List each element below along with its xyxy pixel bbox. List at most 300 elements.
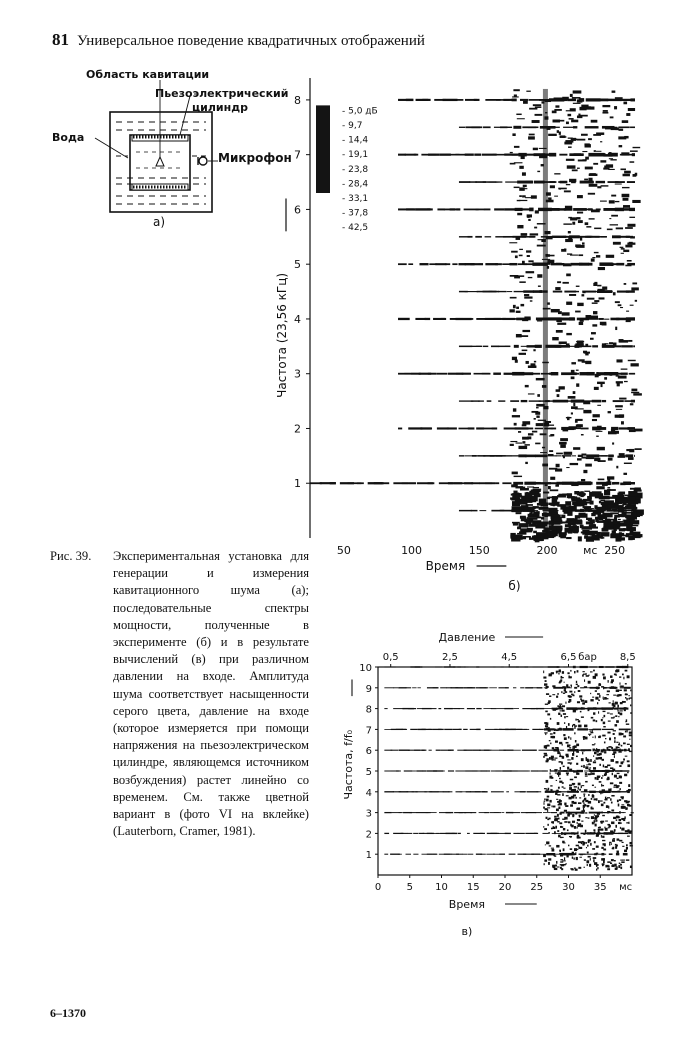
y-tick-label: 1 [294, 477, 301, 491]
noise-mark [582, 842, 585, 845]
noise-mark [614, 829, 616, 831]
noise-mark [594, 798, 597, 800]
noise-mark [563, 828, 565, 830]
noise-mark [584, 143, 589, 145]
noise-mark [544, 798, 545, 800]
noise-mark [557, 830, 559, 832]
noise-mark [550, 504, 554, 506]
noise-mark [547, 713, 550, 715]
noise-mark [567, 253, 572, 254]
noise-mark [548, 862, 550, 865]
noise-mark [593, 857, 596, 859]
noise-mark [552, 111, 557, 114]
noise-mark [628, 360, 636, 361]
noise-mark [593, 676, 596, 679]
noise-mark [587, 298, 595, 300]
noise-mark [625, 808, 627, 810]
noise-mark [607, 812, 609, 813]
noise-mark [556, 263, 562, 264]
noise-mark [626, 844, 628, 846]
noise-mark [599, 695, 600, 698]
x-unit: мс [583, 544, 598, 557]
noise-mark [573, 138, 576, 141]
noise-mark [547, 745, 549, 747]
noise-mark [611, 127, 619, 130]
noise-mark [610, 373, 613, 375]
noise-mark [567, 672, 569, 674]
noise-mark [581, 454, 586, 456]
noise-mark [557, 821, 559, 822]
noise-mark [513, 522, 518, 525]
y-tick-label: 6 [365, 746, 372, 758]
noise-mark [621, 828, 624, 831]
noise-mark [617, 456, 625, 458]
noise-mark [512, 415, 520, 417]
noise-mark [580, 491, 583, 497]
noise-mark [589, 519, 595, 523]
noise-mark [596, 757, 599, 759]
noise-mark [598, 800, 600, 803]
noise-mark [549, 695, 551, 697]
noise-mark [574, 833, 576, 835]
noise-mark [633, 147, 641, 148]
noise-mark [570, 779, 573, 781]
noise-mark [555, 826, 557, 829]
noise-mark [591, 332, 596, 334]
noise-mark [555, 747, 558, 749]
noise-mark [528, 507, 536, 510]
noise-mark [564, 832, 567, 835]
noise-mark [614, 705, 616, 708]
noise-mark [604, 319, 609, 320]
noise-mark [534, 418, 536, 420]
noise-mark [576, 520, 583, 524]
noise-mark [610, 116, 614, 118]
noise-mark [582, 671, 584, 672]
noise-mark [605, 797, 606, 799]
panel-c-label: в) [461, 925, 473, 938]
noise-mark [514, 423, 517, 426]
noise-mark [602, 112, 608, 114]
noise-mark [611, 832, 614, 834]
noise-mark [580, 854, 583, 856]
noise-mark [596, 834, 599, 836]
noise-mark [589, 173, 596, 174]
noise-mark [597, 702, 598, 704]
noise-mark [578, 802, 581, 804]
noise-mark [535, 412, 540, 415]
noise-mark [615, 327, 617, 330]
noise-mark [545, 747, 547, 749]
noise-mark [556, 389, 561, 392]
noise-mark [527, 215, 529, 218]
noise-mark [596, 372, 598, 374]
noise-mark [557, 693, 558, 695]
noise-mark [585, 353, 588, 355]
noise-mark [565, 501, 571, 506]
noise-mark [570, 737, 571, 739]
noise-mark [559, 341, 567, 344]
noise-mark [614, 106, 617, 109]
noise-mark [601, 384, 603, 387]
microphone-icon [199, 157, 207, 165]
noise-mark [615, 97, 623, 99]
noise-mark [601, 847, 603, 849]
noise-mark [568, 138, 573, 139]
noise-mark [519, 255, 523, 257]
noise-mark [548, 486, 551, 489]
noise-mark [591, 717, 594, 719]
noise-mark [581, 821, 583, 822]
noise-mark [602, 863, 605, 865]
noise-mark [577, 819, 580, 821]
noise-mark [605, 821, 608, 822]
noise-mark [545, 725, 548, 727]
noise-mark [623, 735, 626, 737]
noise-mark [615, 846, 617, 849]
noise-mark [576, 773, 579, 775]
noise-mark [585, 532, 591, 535]
noise-mark [549, 373, 556, 375]
noise-mark [557, 281, 561, 283]
noise-mark [549, 845, 551, 846]
noise-mark [533, 148, 538, 151]
noise-mark [594, 853, 597, 855]
noise-mark [590, 531, 595, 536]
noise-mark [625, 756, 628, 757]
noise-mark [629, 373, 635, 374]
noise-mark [568, 426, 576, 428]
noise-mark [544, 859, 547, 861]
noise-mark [519, 353, 526, 355]
noise-mark [586, 106, 595, 109]
noise-mark [585, 509, 592, 512]
noise-mark [624, 171, 631, 174]
noise-mark [537, 274, 542, 277]
noise-mark [628, 789, 631, 791]
noise-mark [591, 808, 594, 810]
top-tick-label: 0,5 [382, 652, 399, 663]
noise-mark [624, 283, 627, 285]
noise-mark [627, 260, 632, 262]
noise-mark [611, 717, 614, 718]
noise-mark [551, 821, 552, 823]
noise-mark [590, 693, 591, 694]
noise-mark [585, 774, 587, 775]
noise-mark [561, 762, 563, 765]
noise-mark [526, 519, 532, 524]
noise-mark [578, 841, 581, 843]
noise-mark [575, 869, 578, 871]
noise-mark [577, 195, 583, 198]
noise-mark [520, 188, 527, 189]
legend-level: - 37,8 [342, 208, 369, 219]
noise-mark [543, 756, 545, 758]
noise-mark [618, 712, 620, 714]
noise-mark [596, 720, 598, 722]
noise-mark [556, 671, 559, 673]
noise-mark [556, 320, 562, 322]
noise-mark [614, 755, 615, 758]
noise-mark [554, 97, 563, 98]
noise-mark [604, 751, 606, 753]
noise-mark [563, 842, 566, 843]
noise-mark [560, 826, 563, 828]
noise-mark [628, 536, 632, 540]
noise-mark [566, 333, 572, 335]
noise-mark [616, 359, 622, 362]
noise-mark [550, 769, 551, 772]
noise-mark [567, 686, 570, 687]
noise-mark [595, 673, 598, 676]
noise-mark [575, 849, 578, 850]
noise-mark [581, 810, 583, 812]
noise-mark [630, 712, 632, 713]
piezo-label-line1: Пьезоэлектрический [155, 87, 289, 100]
noise-mark [573, 770, 576, 772]
noise-mark [593, 311, 597, 314]
noise-mark [625, 731, 626, 733]
x-tick-label: 50 [336, 544, 351, 557]
noise-mark [600, 160, 606, 162]
noise-mark [570, 463, 579, 465]
noise-mark [585, 842, 587, 844]
noise-mark [558, 706, 561, 708]
noise-mark [532, 536, 541, 538]
noise-mark [573, 391, 576, 394]
noise-mark [590, 759, 592, 762]
noise-mark [546, 693, 549, 695]
noise-mark [574, 826, 576, 829]
noise-mark [565, 506, 573, 510]
noise-mark [523, 536, 531, 538]
noise-mark [556, 780, 557, 781]
noise-mark [619, 788, 620, 790]
noise-mark [597, 867, 598, 869]
noise-mark [584, 179, 588, 181]
noise-mark [595, 736, 596, 739]
noise-mark [528, 260, 533, 262]
tank-outline [110, 112, 212, 212]
noise-mark [623, 758, 625, 760]
noise-mark [556, 529, 562, 533]
noise-mark [597, 186, 601, 188]
burst-band [543, 89, 548, 538]
piezo-label-line2: цилиндр [192, 101, 248, 114]
noise-mark [564, 689, 566, 691]
noise-mark [552, 747, 555, 749]
noise-mark [595, 690, 597, 692]
noise-mark [629, 739, 630, 740]
noise-mark [550, 477, 555, 480]
noise-mark [576, 424, 581, 427]
noise-mark [618, 129, 623, 131]
noise-mark [626, 533, 630, 535]
noise-mark [548, 727, 550, 728]
noise-mark [574, 691, 575, 693]
noise-mark [597, 447, 605, 450]
noise-mark [568, 723, 570, 726]
noise-mark [569, 747, 571, 748]
noise-mark [574, 868, 576, 869]
noise-mark [580, 318, 584, 321]
noise-mark [564, 857, 565, 860]
noise-mark [582, 674, 584, 676]
noise-mark [590, 671, 593, 672]
noise-mark [612, 754, 615, 755]
noise-mark [603, 110, 608, 112]
noise-mark [606, 255, 614, 258]
noise-mark [593, 414, 600, 417]
noise-mark [596, 255, 600, 257]
noise-mark [584, 867, 585, 868]
noise-mark [561, 868, 563, 870]
noise-mark [554, 806, 555, 807]
noise-mark [556, 729, 559, 731]
noise-mark [555, 773, 557, 774]
noise-mark [621, 861, 624, 863]
noise-mark [575, 428, 584, 429]
spectrogram-experiment [270, 70, 650, 600]
noise-mark [600, 322, 607, 325]
y-tick-label: 10 [359, 663, 372, 674]
noise-mark [601, 822, 603, 824]
noise-mark [622, 194, 630, 197]
x-tick-label: 200 [536, 544, 558, 557]
noise-mark [571, 370, 575, 373]
noise-mark [566, 122, 569, 125]
noise-mark [577, 685, 579, 687]
noise-mark [569, 836, 572, 837]
noise-mark [580, 770, 582, 772]
noise-mark [577, 458, 582, 460]
noise-mark [578, 783, 581, 786]
noise-mark [579, 857, 581, 858]
running-title: Универсальное поведение квадратичных отображений [77, 33, 425, 49]
noise-mark [553, 791, 556, 792]
noise-mark [616, 466, 618, 469]
noise-mark [617, 773, 620, 774]
noise-mark [544, 802, 545, 805]
noise-mark [616, 845, 618, 847]
noise-mark [619, 799, 621, 801]
noise-mark [558, 181, 564, 183]
noise-mark [570, 696, 572, 697]
noise-mark [564, 737, 567, 740]
noise-mark [563, 766, 565, 767]
noise-mark [563, 223, 571, 224]
noise-mark [528, 136, 535, 139]
noise-mark [591, 209, 600, 212]
noise-mark [556, 799, 558, 800]
noise-mark [595, 777, 597, 779]
noise-mark [588, 709, 590, 711]
sheet-signature: 6–1370 [50, 1006, 86, 1020]
noise-mark [593, 755, 594, 756]
noise-mark [623, 198, 629, 201]
noise-mark [533, 531, 537, 533]
noise-mark [601, 811, 603, 813]
noise-mark [609, 843, 610, 845]
noise-mark [557, 722, 560, 725]
noise-mark [588, 794, 589, 796]
noise-mark [591, 807, 593, 808]
noise-mark [512, 96, 519, 97]
cavitation-label: Область кавитации [86, 68, 210, 81]
noise-mark [627, 829, 629, 831]
noise-mark [607, 861, 610, 863]
noise-mark [597, 693, 600, 695]
noise-mark [621, 804, 624, 805]
noise-mark [584, 491, 590, 492]
noise-mark [557, 394, 560, 397]
noise-mark [600, 141, 602, 142]
noise-mark [528, 219, 530, 221]
noise-mark [543, 676, 546, 678]
noise-mark [615, 301, 620, 303]
top-tick-label: 6,5 [560, 652, 577, 663]
noise-mark [586, 847, 587, 848]
noise-mark [620, 713, 623, 716]
noise-mark [554, 196, 558, 197]
noise-mark [560, 850, 561, 852]
noise-mark [598, 711, 599, 713]
noise-mark [518, 446, 527, 449]
noise-mark [576, 286, 580, 287]
noise-mark [519, 200, 527, 201]
noise-mark [614, 775, 617, 778]
noise-mark [522, 437, 529, 440]
noise-mark [576, 751, 579, 753]
noise-mark [562, 756, 564, 759]
noise-mark [613, 292, 616, 295]
noise-mark [616, 785, 619, 787]
noise-mark [580, 509, 584, 512]
noise-mark [635, 300, 637, 302]
noise-mark [513, 305, 516, 308]
noise-mark [612, 839, 615, 842]
noise-mark [629, 430, 636, 432]
noise-mark [594, 387, 599, 390]
noise-mark [548, 675, 551, 677]
noise-mark [615, 184, 622, 185]
top-tick-label: 8,5 [619, 652, 636, 663]
noise-mark [592, 257, 595, 258]
noise-mark [625, 227, 633, 229]
noise-mark [553, 855, 554, 856]
noise-mark [558, 835, 561, 838]
noise-mark [630, 866, 632, 868]
noise-mark [585, 464, 592, 467]
noise-mark [525, 444, 530, 445]
noise-mark [616, 227, 623, 229]
noise-mark [586, 457, 595, 459]
noise-mark [631, 812, 634, 813]
noise-mark [592, 729, 593, 732]
noise-mark [598, 479, 605, 481]
noise-mark [533, 349, 535, 351]
noise-mark [614, 724, 617, 726]
noise-mark [623, 174, 630, 177]
noise-mark [627, 764, 630, 767]
noise-mark [595, 815, 598, 818]
noise-mark [554, 173, 560, 174]
noise-mark [610, 782, 613, 784]
noise-mark [595, 374, 599, 377]
noise-mark [629, 734, 632, 736]
noise-mark [526, 250, 531, 252]
x-tick-label: 100 [401, 544, 423, 557]
